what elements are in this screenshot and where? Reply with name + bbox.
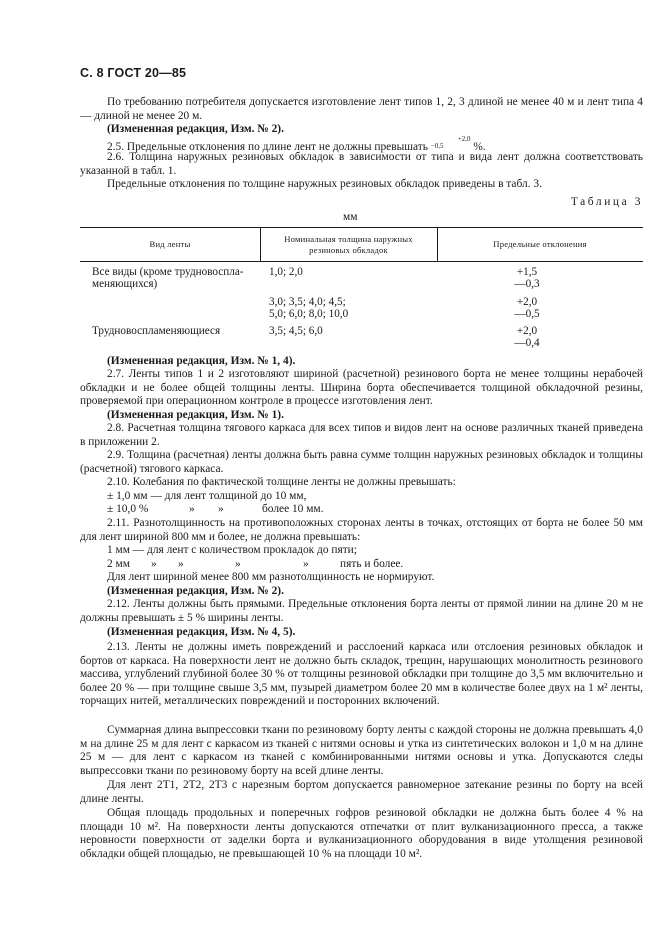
paragraph-2-6: 2.6. Толщина наружных резиновых обкладок в зависимости от типа и вида лент должна соответствовать указанной в табл. 1.	[80, 151, 643, 177]
row-3-dev-lower: —0,4	[514, 337, 540, 350]
table-header-type: Вид ленты	[149, 239, 191, 249]
row-2-thickness-line2: 5,0; 6,0; 8,0; 10,0	[269, 308, 349, 321]
paragraph-2-12: 2.12. Ленты должны быть прямыми. Предельные отклонения борта ленты от прямой линии на длине 20 м не должны превышать ± 5 % ширины ленты.	[80, 598, 643, 624]
paragraph-2-11-a: 1 мм — для лент с количеством прокладок до пяти;	[107, 544, 357, 556]
table-top-rule	[80, 227, 643, 228]
row-2-thickness-line1: 3,0; 3,5; 4,0; 4,5;	[269, 296, 346, 308]
paragraph-2-11-c: Для лент шириной менее 800 мм разнотолщинность не нормируют.	[107, 571, 435, 583]
paragraph-2-13-b: Суммарная длина выпрессовки ткани по резиновому борту ленты с каждой стороны не должна превышать 4,0 м на длине 25 м для лент с каркасом из тканей с нитями основы и утка из синтетических волокон и 1,0 м на длине 25 м — для лент с каркасом из тканей с комбинированными нитями основы и утка. Допускаются следы выпрессовки ткани по резиновому борту на всей длине ленты.	[80, 724, 643, 777]
table-row-2-deviation	[497, 296, 557, 321]
table-row-1-thickness: 1,0; 2,0	[269, 266, 303, 278]
row-2-dev-upper: +2,0	[516, 296, 538, 308]
page-header: С. 8 ГОСТ 20—85	[80, 66, 187, 80]
row-2-dev-lower: —0,5	[514, 308, 540, 321]
paragraph-2-5-text: 2.5. Предельные отклонения по длине лент не должны превышать	[107, 141, 431, 153]
table-row-3-thickness: 3,5; 4,5; 6,0	[269, 325, 323, 337]
table-row-3-type: Трудновоспламеняющиеся	[92, 325, 221, 337]
paragraph-2-11-b: 2 мм	[107, 558, 130, 570]
tolerance-lower: −0,5	[430, 142, 444, 150]
edit-note: (Измененная редакция, Изм. № 4, 5).	[107, 626, 296, 638]
table-header-thickness-line2: резиновых обкладок	[309, 245, 388, 255]
ditto-mark: »	[189, 503, 195, 515]
edit-note: (Измененная редакция, Изм. № 1, 4).	[107, 355, 296, 367]
paragraph-2-10: 2.10. Колебания по фактической толщине ленты не должны превышать:	[107, 476, 456, 488]
table-row-1-deviation	[497, 266, 557, 291]
paragraph-2-7: 2.7. Ленты типов 1 и 2 изготовляют шириной (расчетной) резинового борта не менее толщины нерабочей обкладки и не более общей толщины ленты. Ширина борта обеспечивается толщиной обкладочной резины, проверяемой при операционном контроле в процессе изготовления лент.	[80, 368, 643, 408]
row-1-dev-upper: +1,5	[516, 266, 538, 278]
table-row-1-type	[92, 266, 260, 291]
ditto-mark: »	[235, 558, 241, 570]
paragraph-2-13-c: Для лент 2Т1, 2Т2, 2Т3 с нарезным бортом допускается равномерное затекание резины по борту на всей длине ленты.	[80, 779, 643, 805]
table-header-thickness	[260, 234, 437, 256]
paragraph-2-10-a: ± 1,0 мм — для лент толщиной до 10 мм,	[107, 490, 307, 502]
paragraph-2-13: 2.13. Ленты не должны иметь повреждений и расслоений каркаса или отслоения резиновых обкладок и бортов от каркаса. На поверхности лент не должно быть складок, трещин, нарушающих монолитность резинового массива, углублений глубиной более 30 % от толщины резиновой обкладки при толщине до 3,5 мм включительно и более 20 % — при толщине свыше 3,5 мм, пузырей диаметром более 20 мм в количестве более двух на 1 м² ленты, торчащих нитей, металлических повреждений и посторонних включений.	[80, 641, 643, 708]
edit-note: (Измененная редакция, Изм. № 1).	[107, 409, 284, 421]
edit-note: (Измененная редакция, Изм. № 2).	[107, 123, 284, 135]
table-row-2-thickness	[269, 296, 348, 321]
tolerance-upper: +2,0	[457, 135, 471, 143]
table-header-rule	[80, 261, 643, 262]
tolerance-fraction	[431, 136, 471, 150]
ditto-mark: »	[178, 558, 184, 570]
paragraph-2-8: 2.8. Расчетная толщина тягового каркаса для всех типов и видов лент на основе различных тканей приведена в приложении 2.	[80, 422, 643, 448]
ditto-mark: »	[303, 558, 309, 570]
paragraph-2-13-d: Общая площадь продольных и поперечных гофров резиновой обкладки не должна быть более 4 % на площади 10 м². На поверхности ленты допускаются отпечатки от плит вулканизационного пресса, а также неровности поверхности от заделки борта и вулканизационного оборудования в виде утолщения резиновой обкладки общей площадью, не превышающей 10 % на площади 10 м².	[80, 807, 643, 860]
paragraph-2-10-b: ± 10,0 %	[107, 503, 149, 515]
paragraph-2-10-b-end: более 10 мм.	[262, 503, 324, 515]
row-1-dev-lower: —0,3	[514, 278, 540, 291]
ditto-mark: »	[151, 558, 157, 570]
edit-note: (Измененная редакция, Изм. № 2).	[107, 585, 284, 597]
paragraph-2-11-b-end: пять и более.	[340, 558, 404, 570]
table-row-3-deviation	[497, 325, 557, 350]
ditto-mark: »	[218, 503, 224, 515]
table-units: мм	[343, 211, 358, 223]
paragraph-lengths: По требованию потребителя допускается изготовление лент типов 1, 2, 3 длиной не менее 40 м и лент типа 4 — длиной не менее 20 м.	[80, 96, 643, 122]
row-1-type-line1: Все виды (кроме трудновоспла-	[92, 266, 244, 278]
paragraph-2-9: 2.9. Толщина (расчетная) ленты должна быть равна сумме толщин наружных резиновых обкладок и толщины (расчетной) тягового каркаса.	[80, 449, 643, 475]
paragraph-2-11: 2.11. Разнотолщинность на противоположных сторонах ленты в точках, отстоящих от борта не более 50 мм для лент шириной 800 мм и более, не должна превышать:	[80, 517, 643, 543]
table-header-deviation: Предельные отклонения	[493, 239, 587, 249]
paragraph-2-6-b: Предельные отклонения по толщине наружных резиновых обкладок приведены в табл. 3.	[107, 178, 542, 190]
row-1-type-line2: меняющихся)	[92, 278, 158, 291]
row-3-dev-upper: +2,0	[516, 325, 538, 337]
table-label: Таблица 3	[570, 196, 643, 208]
table-header-thickness-line1: Номинальная толщина наружных	[284, 234, 413, 244]
percent-sign: %.	[470, 141, 486, 153]
